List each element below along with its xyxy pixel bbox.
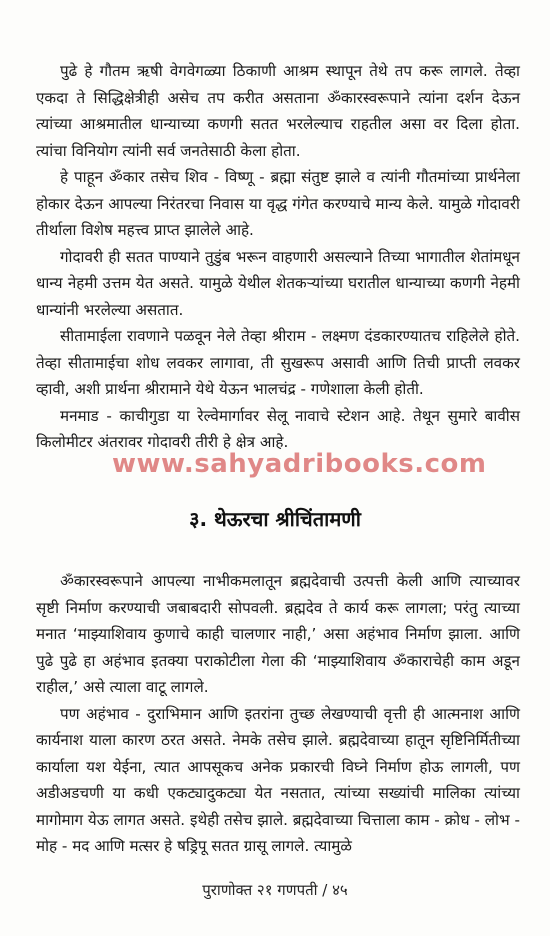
paragraph: पुढे हे गौतम ऋषी वेगवेगळ्या ठिकाणी आश्रम स्थापून तेथे तप करू लागले. तेव्हा एकदा ते सिद्धिक्षेत्रीही असेच तप करीत असताना ॐकारस्वरूपाने त्यांना दर्शन देऊन त्यांच्या आश्रमातील धान्याच्या कणगी सतत भरलेल्याच राहतील असा वर दिला होता. त्यांचा विनियोग त्यांनी सर्व जनतेसाठी केला होता. [36,62,520,160]
page-footer: पुराणोक्त २१ गणपती / ४५ [202,881,348,899]
paragraph: सीतामाईला रावणाने पळवून नेले तेव्हा श्रीराम - लक्ष्मण दंडकारण्यातच राहिलेले होते. तेव्हा सीतामाईचा शोध लवकर लागावा, ती सुखरूप असावी आणि तिची प्राप्ती लवकर व्हावी, अशी प्रार्थना श्रीरामाने येथे येऊन भालचंद्र - गणेशाला केली होती. [36,327,520,398]
section-1-text [36,58,520,456]
paragraph: पण अहंभाव - दुराभिमान आणि इतरांना तुच्छ लेखण्याची वृत्ती ही आत्मनाश आणि कार्यनाश याला कारण ठरत असते. नेमके तसेच झाले. ब्रह्मदेवाच्या हातून सृष्टिनिर्मितीच्या कार्याला यश येईना, त्यात आपसूकच अनेक प्रकारची विघ्ने निर्माण होऊ लागली, पण अडीअडचणी या कधी एकट्यादुकट्या येत नसतात, त्यांच्या सख्यांची मालिका त्यांच्या मागोमाग येऊ लागत असते. इथेही तसेच झाले. ब्रह्मदेवाच्या चित्ताला काम - क्रोध - लोभ - मोह - मद आणि मत्सर हे षड्रिपू सतत ग्रासू लागले. त्यामुळे [36,704,520,855]
chapter-title: ३. थेऊरचा श्रीचिंतामणी [189,507,361,531]
watermark: www.sahyadribooks.com [112,449,487,479]
paragraph: हे पाहून ॐकार तसेच शिव - विष्णू - ब्रह्मा संतुष्ट झाले व त्यांनी गौतमांच्या प्रार्थनेला होकार देऊन आपल्या निरंतरचा निवास या वृद्ध गंगेत करण्याचे मान्य केले. यामुळे गोदावरी तीर्थाला विशेष महत्त्व प्राप्त झालेले आहे. [36,168,520,239]
paragraph: गोदावरी ही सतत पाण्याने तुडुंब भरून वाहणारी असल्याने तिच्या भागातील शेतांमधून धान्य नेहमी उत्तम येत असते. यामुळे येथील शेतकऱ्यांच्या घरातील धान्याच्या कणगी नेहमी धान्यांनी भरलेल्या असतात. [36,247,520,319]
paragraph: मनमाड - काचीगुडा या रेल्वेमार्गावर सेलू नावाचे स्टेशन आहे. तेथून सुमारे बावीस किलोमीटर अंतरावर गोदावरी तीरी हे क्षेत्र आहे. [36,406,520,451]
section-2-text [36,568,520,860]
paragraph: ॐकारस्वरूपाने आपल्या नाभीकमलातून ब्रह्मदेवाची उत्पत्ती केली आणि त्याच्यावर सृष्टी निर्माण करण्याची जबाबदारी सोपवली. ब्रह्मदेव ते कार्य करू लागला; परंतु त्याच्या मनात ‘माझ्याशिवाय कुणाचे काही चालणार नाही,’ असा अहंभाव निर्माण झाला. आणि पुढे पुढे हा अहंभाव इतक्या पराकोटीला गेला की ‘माझ्याशिवाय ॐकाराचेही काम अडून राहील,’ असे त्याला वाटू लागले. [36,572,520,696]
